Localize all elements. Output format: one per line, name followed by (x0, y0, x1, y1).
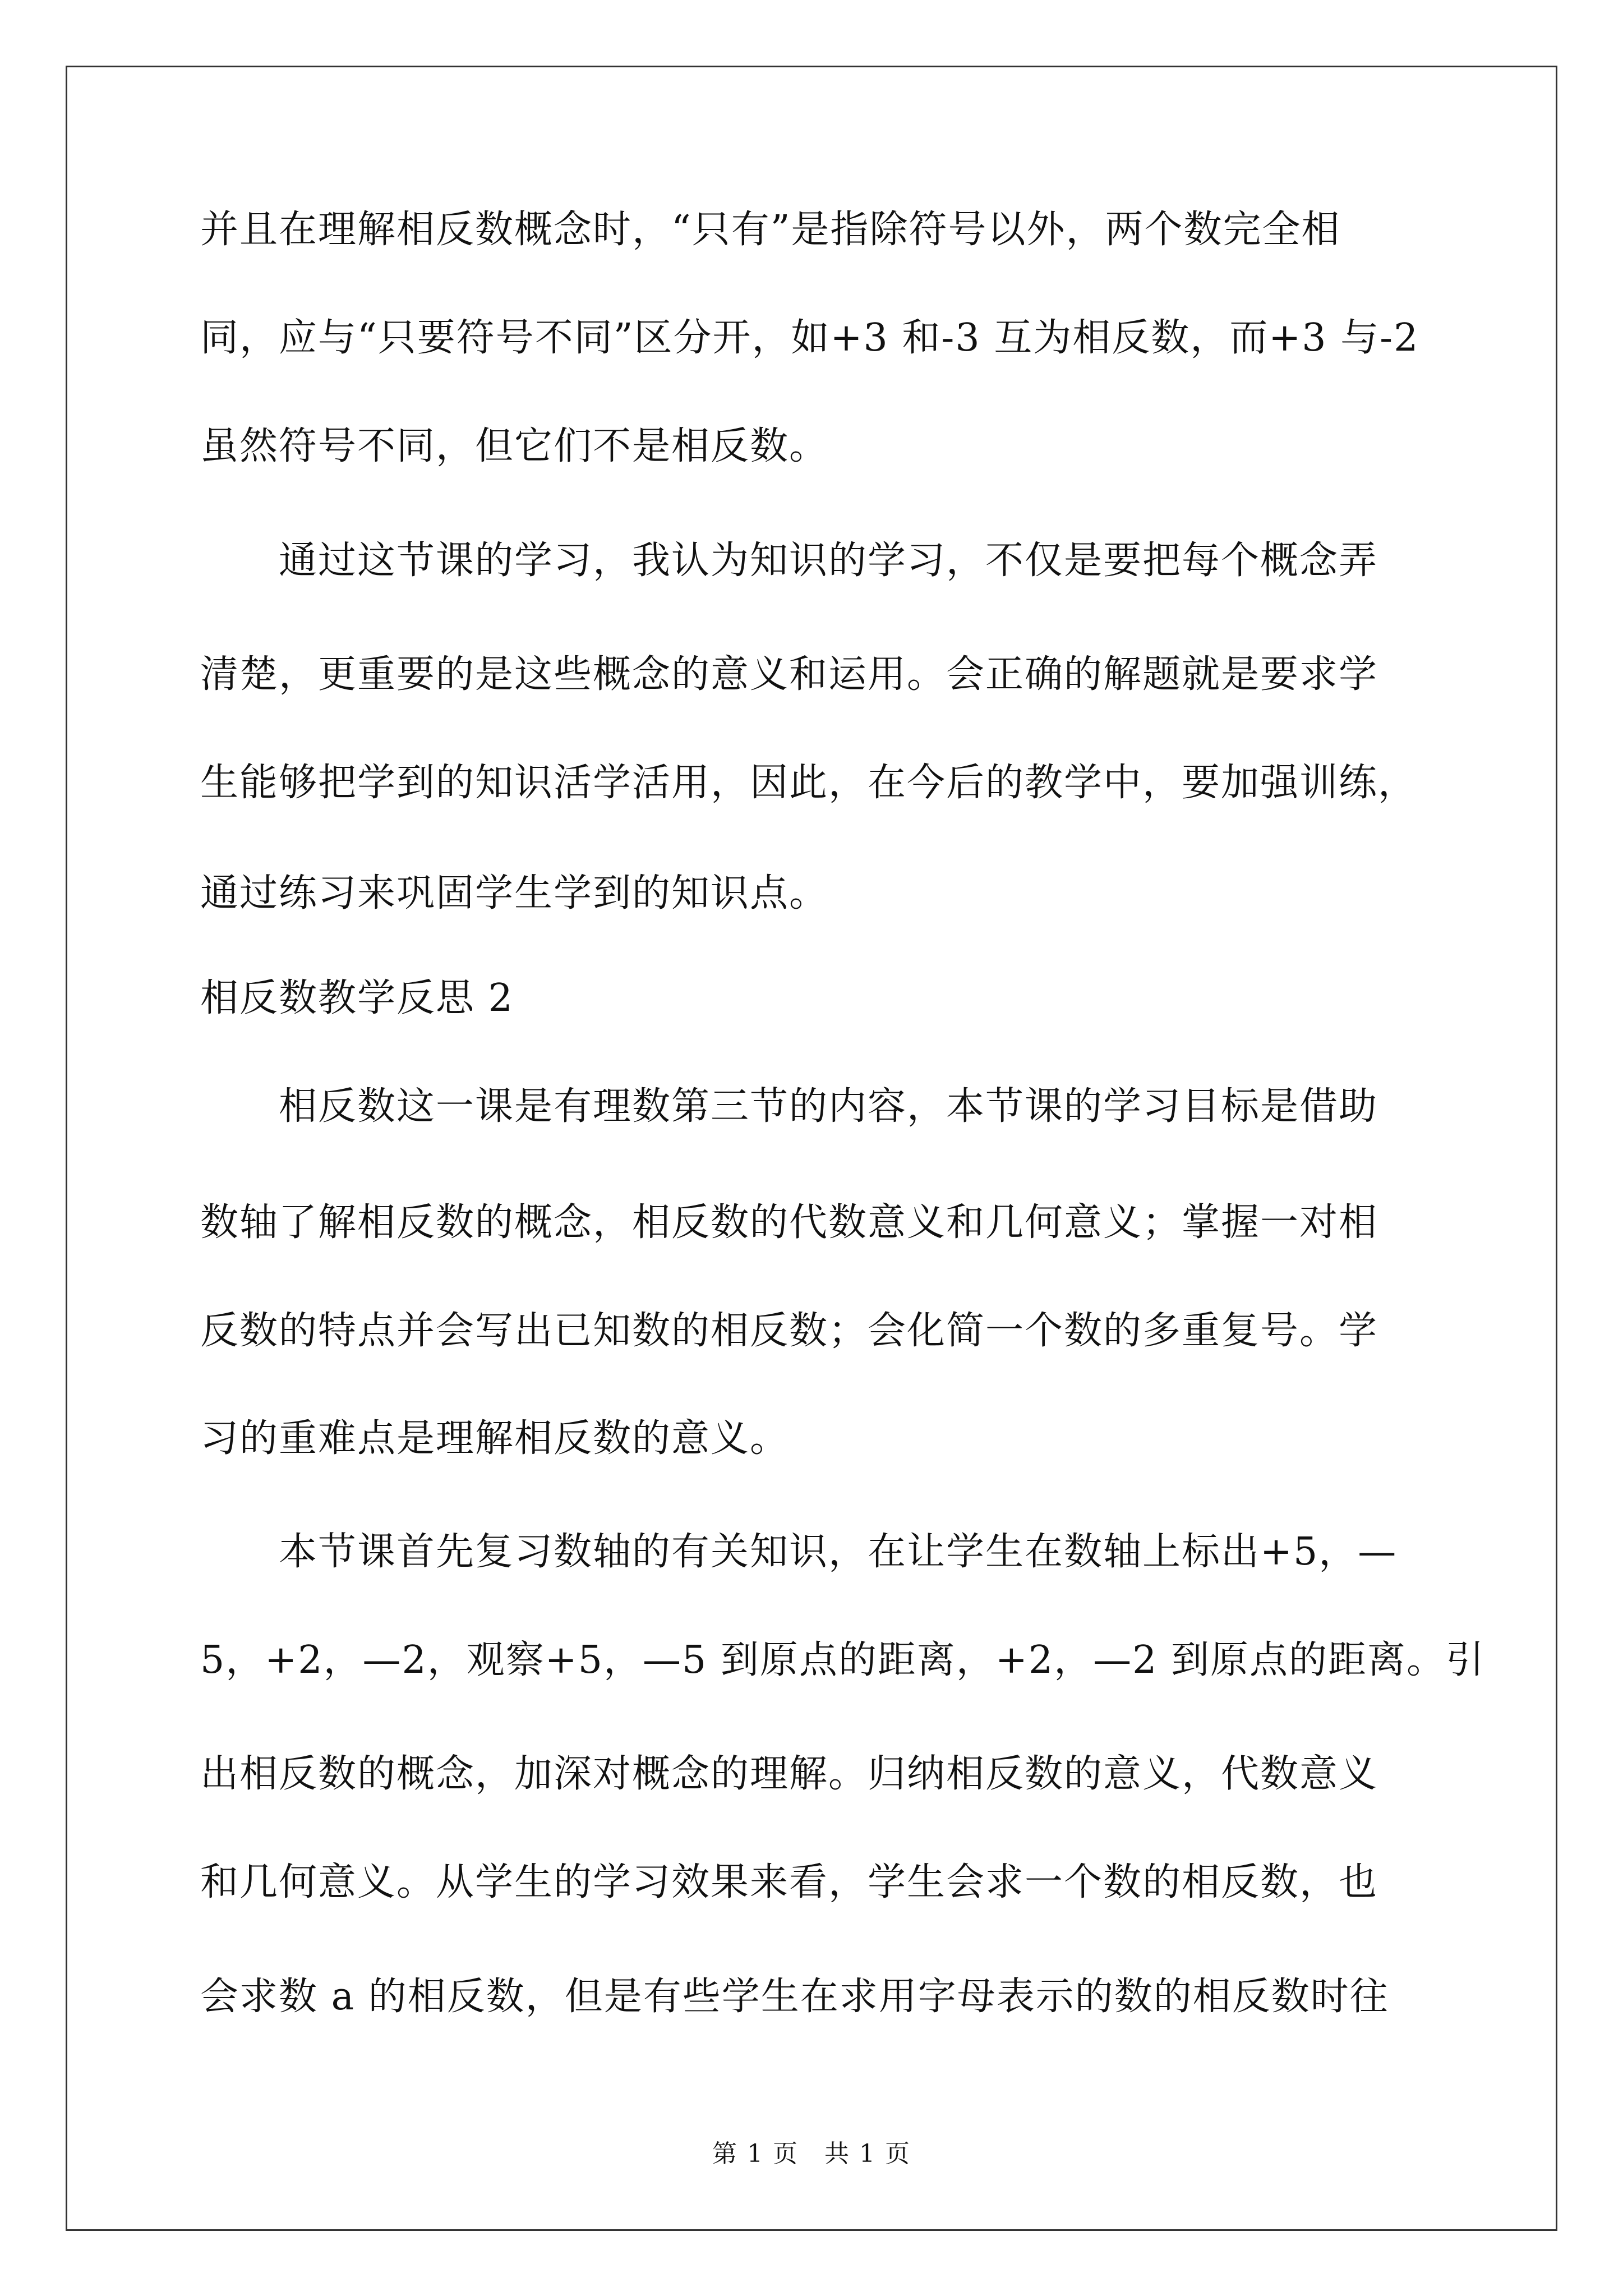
text-line: 相反数这一课是有理数第三节的内容，本节课的学习目标是借助 (200, 1084, 1378, 1129)
text-line: 5，+2，—2，观察+5，—5 到原点的距离，+2，—2 到原点的距离。引 (200, 1638, 1486, 1682)
page-footer: 第 1 页 共 1 页 (712, 2139, 911, 2168)
text-line: 出相反数的概念，加深对概念的理解。归纳相反数的意义，代数意义 (200, 1752, 1378, 1796)
text-line: 习的重难点是理解相反数的意义。 (200, 1416, 790, 1461)
text-line: 生能够把学到的知识活学活用，因此，在今后的教学中，要加强训练， (200, 761, 1418, 805)
text-line: 会求数 a 的相反数，但是有些学生在求用字母表示的数的相反数时往 (200, 1975, 1389, 2019)
text-line: 虽然符号不同，但它们不是相反数。 (200, 424, 829, 468)
text-line: 通过这节课的学习，我认为知识的学习，不仅是要把每个概念弄 (200, 539, 1378, 583)
section-heading: 相反数教学反思 2 (200, 976, 514, 1020)
text-line: 反数的特点并会写出已知数的相反数；会化简一个数的多重复号。学 (200, 1309, 1378, 1353)
text-line: 清楚，更重要的是这些概念的意义和运用。会正确的解题就是要求学 (200, 652, 1378, 697)
page-border (66, 66, 1557, 2231)
text-line: 同，应与“只要符号不同”区分开，如+3 和-3 互为相反数，而+3 与-2 (200, 316, 1419, 360)
text-line: 数轴了解相反数的概念，相反数的代数意义和几何意义；掌握一对相 (200, 1200, 1378, 1245)
text-line: 并且在理解相反数概念时，“只有”是指除符号以外，两个数完全相 (200, 208, 1341, 252)
text-line: 本节课首先复习数轴的有关知识，在让学生在数轴上标出+5，— (200, 1530, 1398, 1574)
text-line: 通过练习来巩固学生学到的知识点。 (200, 871, 829, 915)
text-line: 和几何意义。从学生的学习效果来看，学生会求一个数的相反数，也 (200, 1860, 1378, 1904)
